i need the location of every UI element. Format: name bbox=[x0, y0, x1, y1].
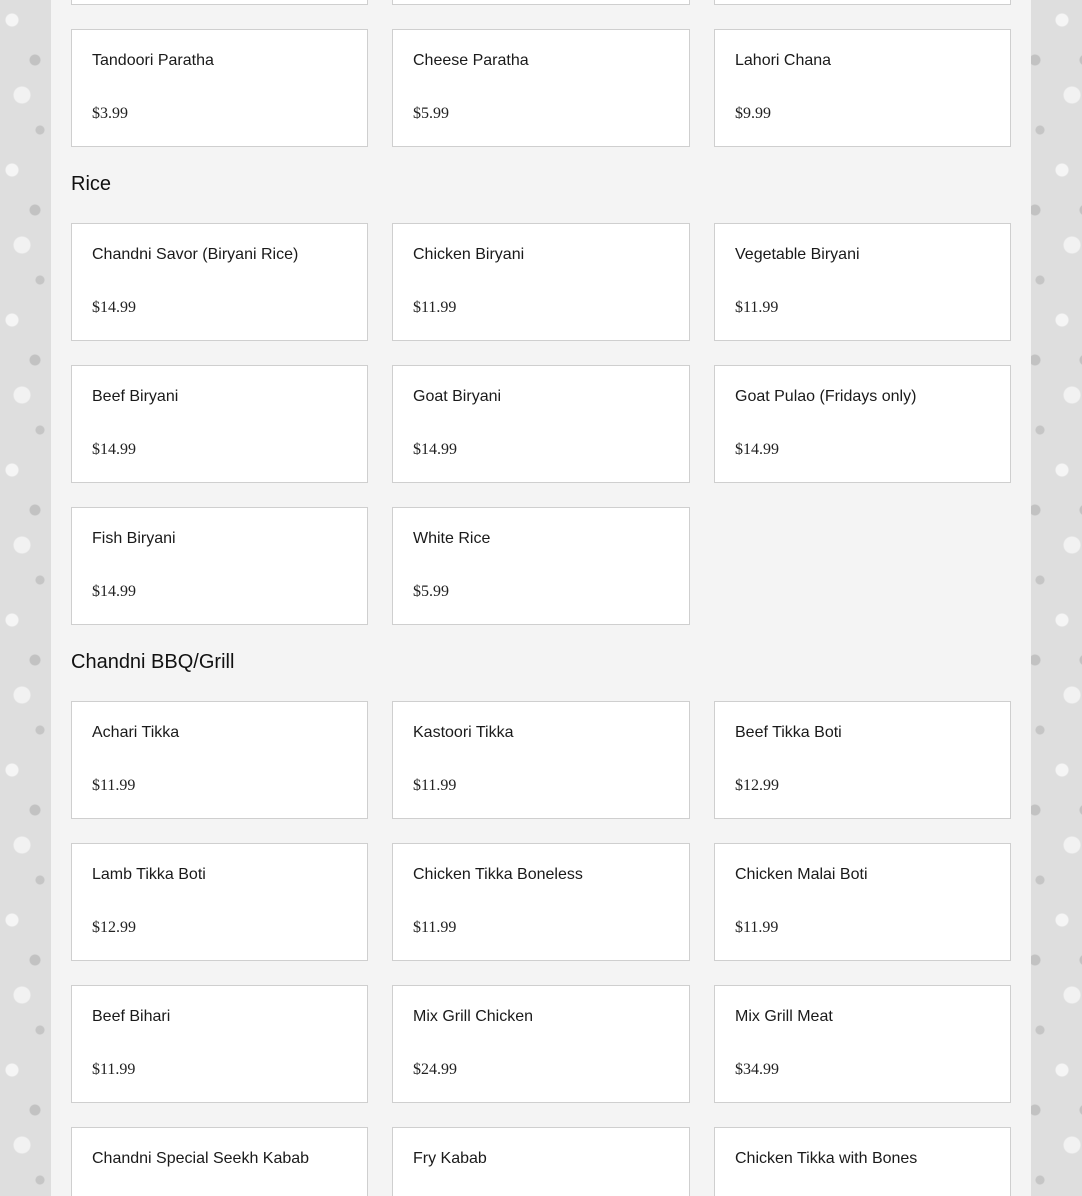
menu-item-price: $11.99 bbox=[413, 299, 457, 316]
menu-item-name: Fish Biryani bbox=[92, 530, 176, 547]
menu-item-name: Chicken Malai Boti bbox=[735, 866, 868, 883]
menu-item-price: $24.99 bbox=[413, 1061, 457, 1078]
menu-item-price: $9.99 bbox=[735, 105, 771, 122]
menu-item-price: $11.99 bbox=[413, 777, 457, 794]
menu-item-name: Chandni Savor (Biryani Rice) bbox=[92, 246, 299, 263]
menu-item-card-lahori-chana[interactable] bbox=[714, 29, 1011, 147]
menu-item-name: Lahori Chana bbox=[735, 52, 832, 69]
menu-item-card-achari-tikka[interactable] bbox=[71, 701, 368, 819]
menu-item-card-vegetable-biryani[interactable] bbox=[714, 223, 1011, 341]
menu-item-price: $14.99 bbox=[413, 441, 457, 458]
menu-grid-breads bbox=[71, 0, 1011, 147]
menu-grid-bbq-grill bbox=[71, 701, 1011, 1196]
menu-item-price: $12.99 bbox=[92, 919, 136, 936]
menu-item-price: $3.99 bbox=[92, 105, 128, 122]
menu-item-card-chicken-malai-boti[interactable] bbox=[714, 843, 1011, 961]
menu-item-name: White Rice bbox=[413, 530, 491, 547]
menu-item-name: Goat Pulao (Fridays only) bbox=[735, 388, 917, 405]
menu-item-price: $14.99 bbox=[92, 583, 136, 600]
menu-item-price: $5.99 bbox=[413, 583, 449, 600]
menu-item-name: Chicken Tikka with Bones bbox=[735, 1150, 918, 1167]
menu-panel bbox=[51, 0, 1031, 1196]
menu-item-card[interactable] bbox=[714, 0, 1011, 5]
menu-item-card-chandni-savor[interactable] bbox=[71, 223, 368, 341]
menu-item-name: Chandni Special Seekh Kabab bbox=[92, 1150, 310, 1167]
menu-item-name: Vegetable Biryani bbox=[735, 246, 860, 263]
menu-grid-rice bbox=[71, 223, 1011, 625]
menu-item-price: $14.99 bbox=[92, 299, 136, 316]
menu-item-price: $11.99 bbox=[92, 777, 136, 794]
menu-item-card-lamb-tikka-boti[interactable] bbox=[71, 843, 368, 961]
menu-item-name: Mix Grill Chicken bbox=[413, 1008, 534, 1025]
menu-item-name: Lamb Tikka Boti bbox=[92, 866, 206, 883]
section-title-rice: Rice bbox=[71, 173, 112, 195]
menu-item-price: $14.99 bbox=[735, 441, 779, 458]
menu-item-card-mix-grill-meat[interactable] bbox=[714, 985, 1011, 1103]
menu-item-price: $34.99 bbox=[735, 1061, 779, 1078]
menu-item-name: Mix Grill Meat bbox=[735, 1008, 833, 1025]
section-title-bbq-grill: Chandni BBQ/Grill bbox=[71, 651, 235, 673]
menu-item-price: $11.99 bbox=[735, 299, 779, 316]
menu-item-card-kastoori-tikka[interactable] bbox=[392, 701, 690, 819]
menu-item-card-white-rice[interactable] bbox=[392, 507, 690, 625]
menu-item-name: Kastoori Tikka bbox=[413, 724, 514, 741]
menu-item-card-goat-pulao[interactable] bbox=[714, 365, 1011, 483]
menu-item-price: $12.99 bbox=[735, 777, 779, 794]
menu-item-name: Goat Biryani bbox=[413, 388, 502, 405]
menu-item-name: Beef Tikka Boti bbox=[735, 724, 842, 741]
menu-item-card[interactable] bbox=[71, 0, 368, 5]
menu-item-card-fry-kabab[interactable] bbox=[392, 1127, 690, 1196]
menu-item-name: Cheese Paratha bbox=[413, 52, 529, 69]
menu-item-price: $14.99 bbox=[92, 441, 136, 458]
menu-item-price: $11.99 bbox=[735, 919, 779, 936]
menu-item-card-fish-biryani[interactable] bbox=[71, 507, 368, 625]
menu-item-card[interactable] bbox=[392, 0, 690, 5]
menu-item-name: Achari Tikka bbox=[92, 724, 180, 741]
menu-item-name: Beef Bihari bbox=[92, 1008, 171, 1025]
menu-item-card-chandni-special-seekh-kabab[interactable] bbox=[71, 1127, 368, 1196]
menu-item-name: Beef Biryani bbox=[92, 388, 179, 405]
menu-item-price: $11.99 bbox=[413, 919, 457, 936]
menu-item-card-beef-tikka-boti[interactable] bbox=[714, 701, 1011, 819]
menu-item-name: Chicken Tikka Boneless bbox=[413, 866, 583, 883]
menu-item-price: $11.99 bbox=[92, 1061, 136, 1078]
menu-item-card-goat-biryani[interactable] bbox=[392, 365, 690, 483]
menu-item-card-chicken-tikka-with-bones[interactable] bbox=[714, 1127, 1011, 1196]
menu-item-card-chicken-biryani[interactable] bbox=[392, 223, 690, 341]
menu-item-name: Fry Kabab bbox=[413, 1150, 487, 1167]
menu-item-name: Chicken Biryani bbox=[413, 246, 525, 263]
menu-item-card-mix-grill-chicken[interactable] bbox=[392, 985, 690, 1103]
menu-item-card-beef-bihari[interactable] bbox=[71, 985, 368, 1103]
menu-item-card-tandoori-paratha[interactable] bbox=[71, 29, 368, 147]
menu-item-price: $5.99 bbox=[413, 105, 449, 122]
menu-item-name: Tandoori Paratha bbox=[92, 52, 214, 69]
menu-item-card-beef-biryani[interactable] bbox=[71, 365, 368, 483]
menu-item-card-chicken-tikka-boneless[interactable] bbox=[392, 843, 690, 961]
menu-item-card-cheese-paratha[interactable] bbox=[392, 29, 690, 147]
